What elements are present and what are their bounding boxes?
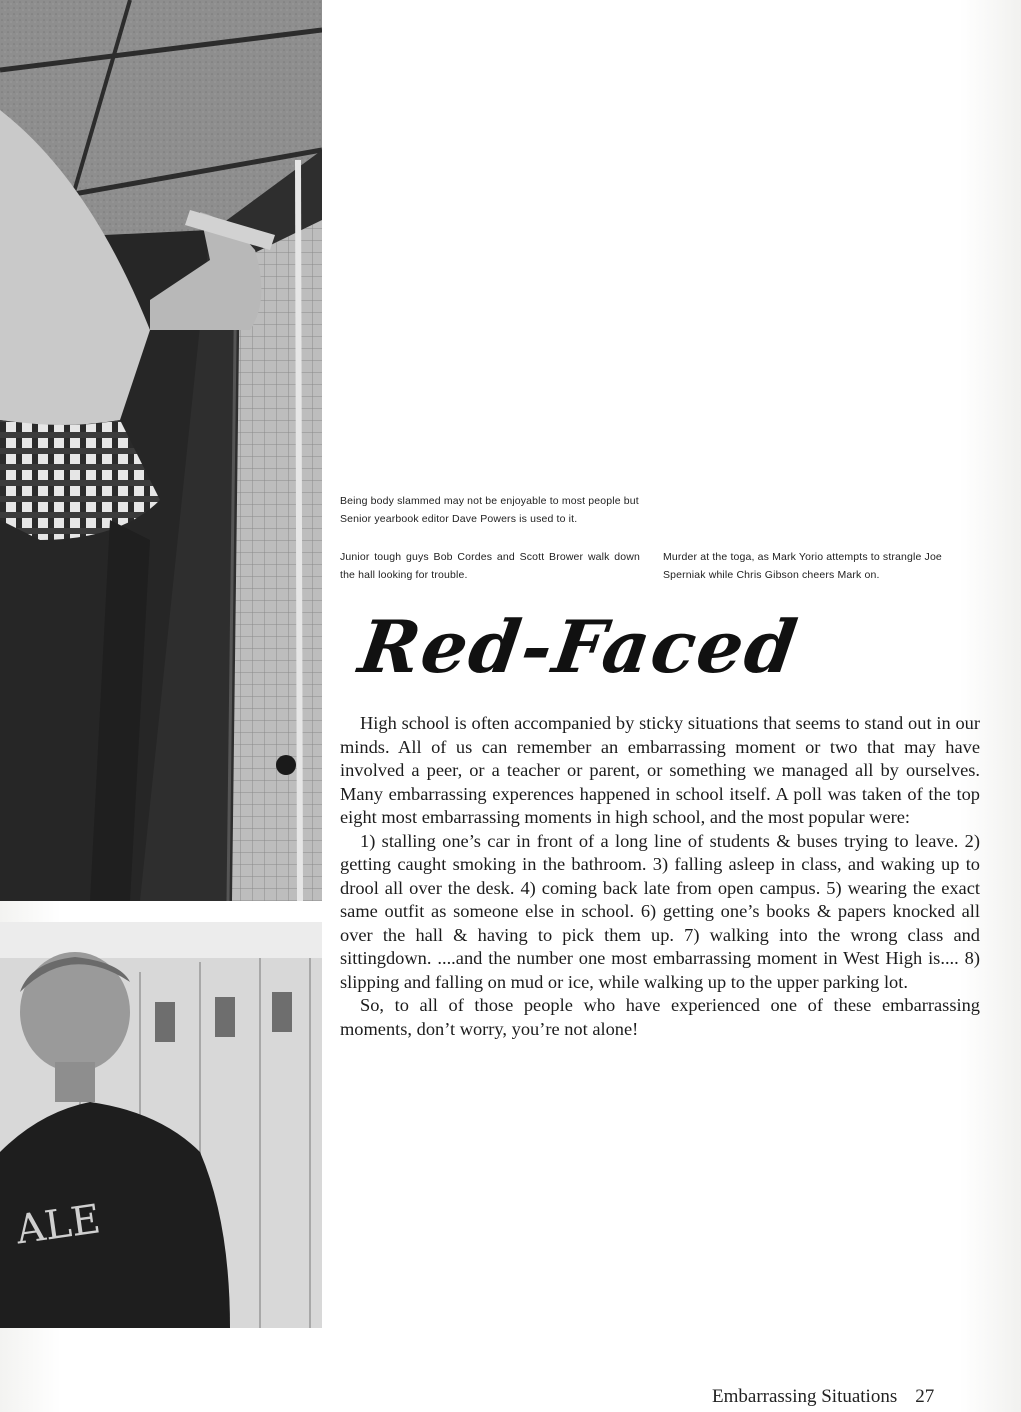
svg-text:ALE: ALE [13,1196,104,1254]
article-paragraph-closing: So, to all of those people who have experienced one of these embarrassing moments, don’t worry, you’re not alone! [340,995,980,1039]
photo-bottom [0,922,322,1328]
article-body [340,712,980,1041]
page-footer [712,1386,934,1408]
caption-bob-cordes: Junior tough guys Bob Cordes and Scott Brower walk down the hall looking for trouble. [340,551,640,581]
page-title: Red-Faced [354,604,804,689]
caption-mark-yorio: Murder at the toga, as Mark Yorio attempts to strangle Joe Sperniak while Chris Gibson cheers Mark on. [663,551,942,581]
caption-dave-powers: Being body slammed may not be enjoyable to most people but Senior yearbook editor Dave Powers is used to it. [340,495,639,525]
article-paragraph-intro: High school is often accompanied by sticky situations that seems to stand out in our minds. All of us can remember an embarrassing moment or two that may have involved a peer, or a teacher or parent, or something we managed all by ourselves. Many embarrassing experences happened in school itself. A poll was taken of the top eight most embarrassing moments in high school, and the most popular were: [340,713,980,827]
section-title: Embarrassing Situations [712,1386,898,1407]
article-paragraph-list: 1) stalling one’s car in front of a long line of students & buses trying to leave. 2) getting caught smoking in the bathroom. 3) falling asleep in class, and waking up to drool all over the desk. 4) coming back late from open campus. 5) wearing the exact same outfit as someone else in school. 6) getting one’s books & papers knocked all over the hall & having to pick them up. 7) walking into the wrong class and sittingdown. ....and the number one most embarrassing moment in West High is.... 8) slipping and falling on mud or ice, while walking up to the upper parking lot. [340,830,980,992]
page-number: 27 [915,1386,935,1407]
photo-top [0,0,322,901]
student-lockers-photo [0,922,322,1328]
ceiling-hallway-photo [0,0,322,901]
